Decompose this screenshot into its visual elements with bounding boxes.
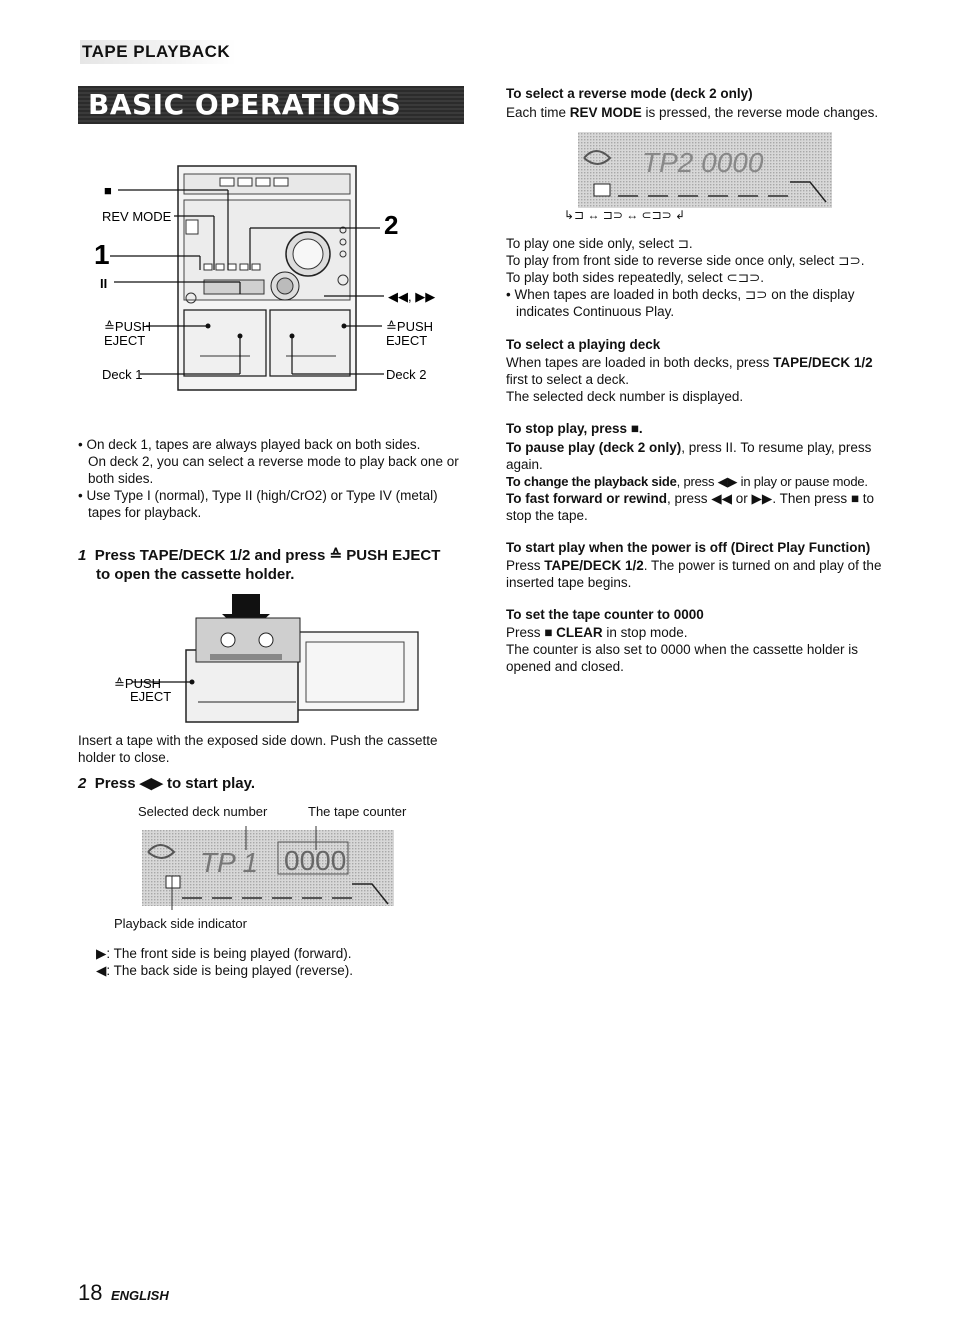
reverse-mode-lcd (578, 130, 834, 210)
pause-rest: , press II. To resume play, press (681, 440, 872, 455)
continuous-note-cont: indicates Continuous Play. (516, 304, 675, 319)
note-deck2-cont: both sides. (88, 471, 154, 486)
pause-symbol-label: II (100, 276, 108, 291)
direct-post: . The power is turned on and play of the (643, 558, 882, 573)
right-eject-label: EJECT (386, 333, 428, 348)
selected-deck-label: Selected deck number (138, 804, 268, 819)
counter-line2: The counter is also set to 0000 when the cassette holder is (506, 642, 858, 657)
reverse-mode-text (506, 104, 906, 121)
section-tag: TAPE PLAYBACK (80, 40, 236, 64)
cassette-holder-diagram (110, 590, 430, 726)
direct-play-text (506, 557, 898, 591)
playback-side-label: Playback side indicator (114, 916, 247, 931)
lcd2-text: TP2 0000 (642, 147, 764, 178)
insert-instructions (78, 732, 468, 766)
left-eject-label: EJECT (104, 333, 146, 348)
direct-bold: TAPE/DECK 1/2 (544, 558, 644, 573)
stop-symbol-label: ■ (104, 183, 112, 198)
insert-line2: holder to close. (78, 750, 170, 765)
holder-eject-label: EJECT (130, 689, 172, 704)
playing-deck-heading: To select a playing deck (506, 337, 661, 352)
footer-language: ENGLISH (110, 1288, 169, 1303)
skip-symbols-label: ◀◀, ▶▶ (388, 289, 436, 304)
step2-heading (78, 774, 468, 793)
deck2-label: Deck 2 (386, 367, 427, 382)
step1-number: 1 (78, 547, 87, 564)
holder-push-label: ≙PUSH (114, 676, 162, 691)
deck-bold: TAPE/DECK 1/2 (773, 355, 873, 370)
left-push-label: ≙PUSH (104, 319, 152, 334)
step1-line1: Press TAPE/DECK 1/2 and press ≙ PUSH EJECT (94, 547, 441, 564)
deck-line3: The selected deck number is displayed. (506, 389, 744, 404)
tape-counter-label: The tape counter (308, 804, 407, 819)
note-deck1: • On deck 1, tapes are always played back on both sides. (78, 437, 421, 452)
footer (78, 1280, 169, 1306)
step1-heading (78, 546, 468, 584)
playback-controls-text (506, 439, 898, 524)
pause-again: again. (506, 457, 543, 472)
ff-rest: , press ◀◀ or ▶▶. Then press ■ to (667, 491, 875, 506)
stop-heading: To stop play, press ■. (506, 421, 643, 436)
one-side-text: To play one side only, select ⊐. (506, 236, 693, 251)
deck1-label: Deck 1 (102, 367, 143, 382)
reverse-mode-heading: To select a reverse mode (deck 2 only) (506, 86, 753, 101)
step2-number: 2 (78, 775, 87, 792)
reverse-mode-cycle: ↳⊐ ↔ ⊐⊃ ↔ ⊂⊐⊃ ↲ (564, 208, 686, 222)
ff-bold: To fast forward or rewind (506, 491, 668, 506)
change-rest: , press ◀▶ in play or pause mode. (676, 474, 868, 489)
direct-play-heading: To start play when the power is off (Direct Play Function) (506, 540, 871, 555)
stereo-front-panel-diagram (80, 160, 460, 400)
lcd-deck-number: TP 1 (200, 847, 259, 878)
rev-mode-label: REV MODE (102, 209, 172, 224)
rev-pre: Each time (506, 105, 570, 120)
note-deck2: On deck 2, you can select a reverse mode to play back one or (88, 454, 459, 469)
front-rev-text: To play from front side to reverse side once only, select ⊐⊃. (506, 253, 865, 268)
step2-text: Press ◀▶ to start play. (94, 775, 256, 792)
callout-1: 1 (94, 239, 110, 270)
notes (78, 436, 468, 521)
step1-line2: to open the cassette holder. (96, 566, 295, 583)
legend-forward: ▶: The front side is being played (forward). (96, 946, 352, 961)
insert-line1: Insert a tape with the exposed side down. Push the cassette (78, 733, 438, 748)
pause-bold: To pause play (deck 2 only) (506, 440, 682, 455)
reverse-mode-options (506, 235, 892, 320)
ff-stop: stop the tape. (506, 508, 588, 523)
callout-2: 2 (384, 210, 399, 240)
counter-line3: opened and closed. (506, 659, 624, 674)
side-legend (96, 945, 353, 979)
counter-bold: ■ CLEAR (544, 625, 603, 640)
rev-mode-bold: REV MODE (569, 105, 642, 120)
counter-text (506, 624, 898, 675)
deck-line2: first to select a deck. (506, 372, 630, 387)
direct-line2: inserted tape begins. (506, 575, 632, 590)
rev-post: is pressed, the reverse mode changes. (641, 105, 879, 120)
playing-deck-text (506, 354, 898, 405)
page-number: 18 (78, 1280, 103, 1305)
right-push-label: ≙PUSH (386, 319, 434, 334)
continuous-note: • When tapes are loaded in both decks, ⊐⊃ on the display (506, 287, 855, 302)
tape-display-lcd (142, 824, 396, 910)
legend-reverse: ◀: The back side is being played (reverse). (96, 963, 354, 978)
counter-post: in stop mode. (602, 625, 688, 640)
both-sides-text: To play both sides repeatedly, select ⊂⊐⊃. (506, 270, 765, 285)
note-tape-types-cont: tapes for playback. (88, 505, 202, 520)
lcd-counter: 0000 (284, 845, 347, 876)
direct-pre: Press (506, 558, 545, 573)
note-tape-types: • Use Type I (normal), Type II (high/CrO2) or Type IV (metal) (78, 488, 438, 503)
counter-pre: Press (506, 625, 545, 640)
change-bold: To change the playback side (506, 474, 677, 489)
counter-heading: To set the tape counter to 0000 (506, 607, 704, 622)
page-title: BASIC OPERATIONS (78, 86, 464, 124)
deck-pre: When tapes are loaded in both decks, press (506, 355, 774, 370)
